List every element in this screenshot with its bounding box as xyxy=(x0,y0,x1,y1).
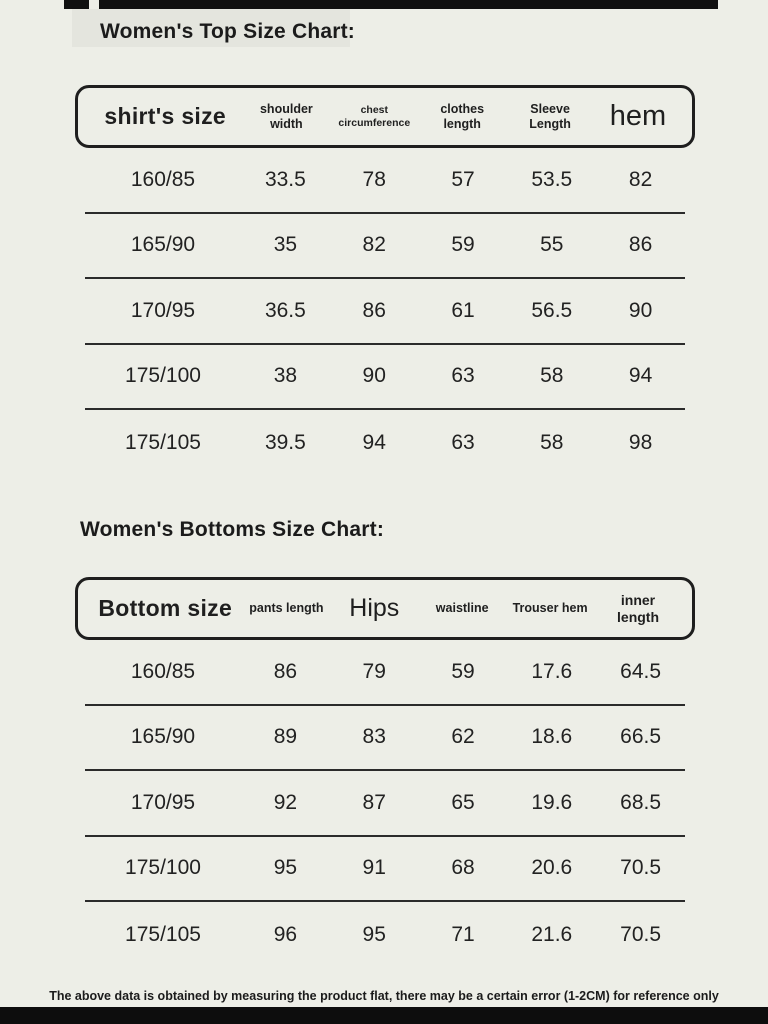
column-header-inner-length: inner length xyxy=(617,592,660,625)
column-header-sleeve-length: Sleeve Length xyxy=(529,102,571,131)
measurement-value: 78 xyxy=(362,167,386,191)
measurement-value: 18.6 xyxy=(531,725,573,749)
table-row xyxy=(85,279,685,345)
top-table-header-row xyxy=(75,85,695,148)
bottoms-size-table xyxy=(75,577,695,968)
footer-disclaimer: The above data is obtained by measuring the product flat, there may be a certain error (1-2CM) for reference only xyxy=(49,989,719,1003)
measurement-value: 63 xyxy=(451,430,475,454)
measurement-value: 71 xyxy=(451,922,475,946)
column-header-waistline: waistline xyxy=(435,601,489,616)
column-header-clothes-length: clothes length xyxy=(440,102,485,131)
measurement-value: 59 xyxy=(451,659,475,683)
table-row xyxy=(85,148,685,214)
size-label: 165/90 xyxy=(130,725,196,749)
measurement-value: 20.6 xyxy=(531,856,573,880)
table-row xyxy=(85,345,685,411)
size-label: 175/100 xyxy=(125,364,201,388)
top-table-body xyxy=(75,148,695,476)
measurement-value: 63 xyxy=(451,364,475,388)
column-header-shoulder-width: shoulder width xyxy=(259,102,313,131)
measurement-value: 70.5 xyxy=(620,922,662,946)
measurement-value: 38 xyxy=(273,364,298,388)
size-label: 160/85 xyxy=(130,167,196,191)
measurement-value: 21.6 xyxy=(531,922,573,946)
size-label: 170/95 xyxy=(130,790,196,814)
measurement-value: 39.5 xyxy=(264,430,306,454)
table-row xyxy=(85,410,685,476)
measurement-value: 55 xyxy=(540,233,564,257)
measurement-value: 57 xyxy=(451,167,475,191)
table-row xyxy=(85,902,685,968)
bottoms-chart-title: Women's Bottoms Size Chart: xyxy=(80,518,385,541)
measurement-value: 17.6 xyxy=(531,659,573,683)
measurement-value: 61 xyxy=(451,298,475,322)
column-header-hem: hem xyxy=(609,99,667,132)
table-row xyxy=(85,214,685,280)
measurement-value: 95 xyxy=(273,856,298,880)
table-row xyxy=(85,837,685,903)
column-header-chest-circumference: chest circumference xyxy=(338,104,411,129)
bottom-decoration-bar xyxy=(0,1007,768,1024)
size-label: 175/100 xyxy=(125,856,201,880)
table-row xyxy=(85,706,685,772)
measurement-value: 35 xyxy=(273,233,298,257)
measurement-value: 86 xyxy=(362,298,386,322)
measurement-value: 95 xyxy=(362,922,386,946)
measurement-value: 98 xyxy=(628,430,653,454)
bottoms-table-body xyxy=(75,640,695,968)
column-header-shirt-size: shirt's size xyxy=(104,103,226,130)
measurement-value: 87 xyxy=(362,790,386,814)
measurement-value: 65 xyxy=(451,790,475,814)
measurement-value: 68.5 xyxy=(620,790,662,814)
measurement-value: 70.5 xyxy=(620,856,662,880)
top-decoration-bar-left xyxy=(64,0,89,9)
measurement-value: 94 xyxy=(362,430,386,454)
measurement-value: 90 xyxy=(628,298,653,322)
measurement-value: 58 xyxy=(540,430,564,454)
measurement-value: 82 xyxy=(362,233,386,257)
measurement-value: 96 xyxy=(273,922,298,946)
table-row xyxy=(85,771,685,837)
measurement-value: 82 xyxy=(628,167,653,191)
measurement-value: 86 xyxy=(628,233,653,257)
size-label: 160/85 xyxy=(130,659,196,683)
measurement-value: 56.5 xyxy=(531,298,573,322)
measurement-value: 36.5 xyxy=(264,298,306,322)
top-decoration-bar xyxy=(99,0,718,9)
measurement-value: 53.5 xyxy=(531,167,573,191)
measurement-value: 68 xyxy=(451,856,475,880)
measurement-value: 86 xyxy=(273,659,298,683)
size-label: 175/105 xyxy=(125,922,201,946)
measurement-value: 58 xyxy=(540,364,564,388)
measurement-value: 79 xyxy=(362,659,386,683)
column-header-pants-length: pants length xyxy=(249,601,324,616)
measurement-value: 90 xyxy=(362,364,386,388)
size-label: 170/95 xyxy=(130,298,196,322)
measurement-value: 89 xyxy=(273,725,298,749)
size-label: 175/105 xyxy=(125,430,201,454)
measurement-value: 64.5 xyxy=(620,659,662,683)
measurement-value: 91 xyxy=(362,856,386,880)
top-size-table xyxy=(75,85,695,476)
bottoms-table-header-row xyxy=(75,577,695,640)
measurement-value: 33.5 xyxy=(264,167,306,191)
column-header-bottom-size: Bottom size xyxy=(98,595,233,622)
measurement-value: 62 xyxy=(451,725,475,749)
measurement-value: 94 xyxy=(628,364,653,388)
column-header-hips: Hips xyxy=(349,594,400,623)
column-header-trouser-hem: Trouser hem xyxy=(512,601,588,616)
size-label: 165/90 xyxy=(130,233,196,257)
measurement-value: 83 xyxy=(362,725,386,749)
measurement-value: 19.6 xyxy=(531,790,573,814)
measurement-value: 66.5 xyxy=(620,725,662,749)
measurement-value: 59 xyxy=(451,233,475,257)
measurement-value: 92 xyxy=(273,790,298,814)
top-chart-title: Women's Top Size Chart: xyxy=(100,20,356,43)
table-row xyxy=(85,640,685,706)
